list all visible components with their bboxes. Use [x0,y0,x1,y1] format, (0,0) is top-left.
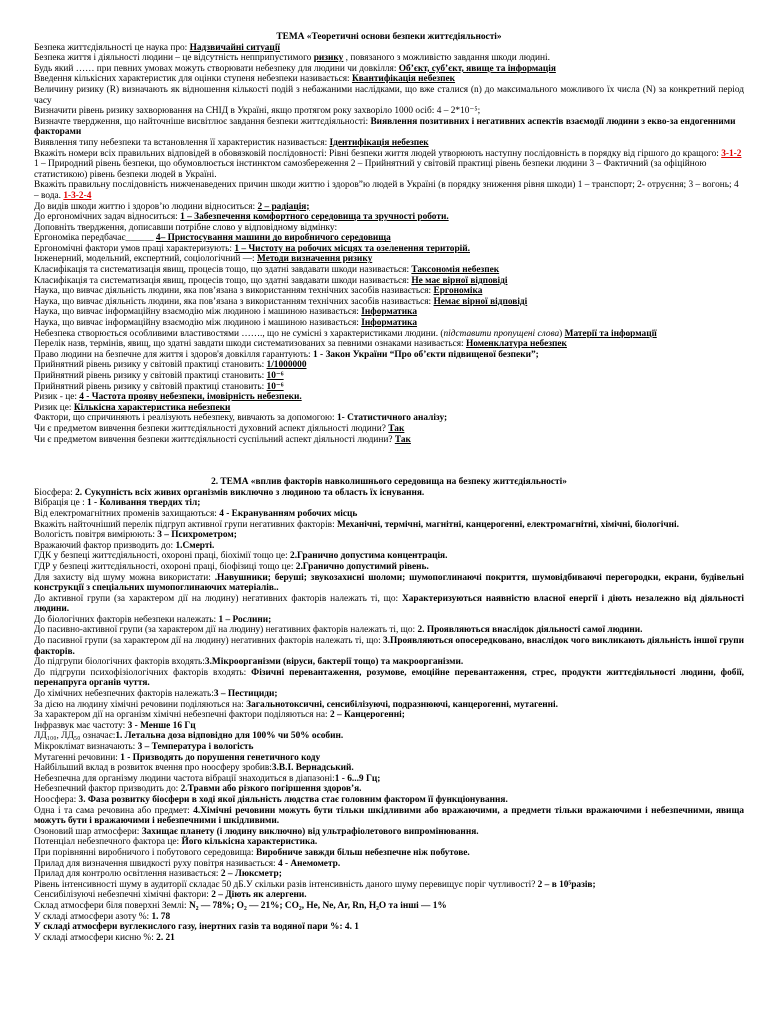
qa-line [34,53,744,64]
answer-text: 1. Летальна доза відповідно для 100% чи 50% особин. [115,731,344,742]
question-text: Для захисту від шуму можна використати: [34,572,215,583]
answer-text: 3.Мікроорганізми (віруси, бактерії тощо) та макроорганізми. [204,657,464,668]
answer-text: 4 - Екрануванням робочих місць [219,508,358,519]
qa-line [34,329,744,340]
question-text: До хімічних небезпечних факторів належать: [34,689,214,700]
answer-text: 1 - 6...9 Гц; [334,773,381,784]
answer-text: Так [394,434,411,445]
qa-line [34,498,744,509]
qa-line [34,922,744,933]
answer-text: 1 – Забезпечення комфортного середовища та зручності роботи. [180,212,449,223]
answer-text: N₂ — 78%; O₂ — 21%; CO₂, He, Ne, Ar, Rn, H₂O та інші — 1% [188,900,447,911]
question-text: Біосфера: [34,487,76,498]
qa-line [34,625,744,636]
question-text: Одна і та сама речовина або предмет: [34,805,194,816]
question-text: При порівнянні виробничого і побутового середовища: [34,847,256,858]
question-text: Небезпечний фактор призводить до: [34,784,181,795]
question-text: Перелік назв, термінів, явищ, що здатні завдати шкоди систематизованих за певними ознаками називається: [34,339,466,350]
qa-line [34,753,744,764]
answer-text: Фізичні перевантаження, розумове, емоційне перевантаження, стрес, продукти життєдіяльності людини, фобії, перенапруга органів чуття. [34,667,745,689]
qa-line [34,276,744,287]
qa-line [34,307,744,318]
question-text: ГДР у безпеці життєдіяльності, охороні праці, біофізиці тощо це: [34,561,296,572]
qa-line [34,912,744,923]
question-text: Інженерний, модельний, експертний, соціологічний —: [34,254,257,265]
question-text: До біологічних факторів небезпеки належать: [34,614,219,625]
answer-text: 10⁻⁶ [266,371,284,381]
qa-line [34,138,744,149]
qa-line [34,700,744,711]
qa-line [34,742,744,753]
answer-text: 4.Хімічні речовини можуть бути тільки шкідливими або вражаючими, а предмети тільки вражаючими і небезпечними, явища можуть бути і вражаючими і небезпечними і шкідливими. [34,805,744,827]
question-text: Вібрація це : [34,498,88,509]
question-text: Виявлення типу небезпеки та встановлення її характеристик називається: [34,137,330,148]
answer-text: Номенклатура небезпек [465,339,567,350]
question-text: Безпека життєдіяльності це наука про: [34,42,190,53]
question-text: Вкажіть правильну послідовність нижченаведених причин шкоди життю і здоров”ю людей в Україні (в порядку зниження рівня шкоди) 1 – транспорт; 2- отруєння; 3 – вогонь; 4 – вода. [34,180,739,201]
answer-text: Ергономіка [433,286,483,297]
qa-line [34,106,744,117]
qa-line [34,43,744,54]
question-text: Ноосфера: [34,794,79,805]
qa-line [34,721,744,732]
answer-text: 1- Статистичного аналізу; [336,413,448,424]
qa-line [34,880,744,891]
answer-text: 2 – Діють як алергени. [211,890,307,901]
qa-line [34,64,744,75]
question-text: Потенціал небезпечного фактора це: [34,837,182,848]
answer-text: .Навушники; беруші; звукозахисні шоломи; шумопоглинаючі покриття, шумовідбиваючі перегородки, екрани, будівельні конструкції з спеціальних шумопоглинаючих матеріалів.. [34,572,744,594]
question-text: Від електромагнітних променів захищаються: [34,508,220,519]
qa-line [34,859,744,870]
answer-text: 2 – Люксметр; [220,869,282,880]
answer-text: 4– Пристосування машини до виробничого середовища [155,233,391,244]
answer-text: 1.Смерті. [175,540,215,551]
answer-text: 10⁻⁶ [266,381,284,392]
qa-line [34,837,744,848]
qa-line [34,488,744,499]
answer-text: Виробниче завжди більш небезпечне ніж побутове. [255,847,470,858]
question-text: Ергономіка передбачає______ [34,233,156,244]
question-text: За характером дії на організм хімічні небезпечні фактори поділяються на: [34,710,330,721]
qa-line [34,615,744,626]
qa-line [34,668,744,689]
answer-text: 1 - Коливання твердих тіл; [87,498,201,509]
question-text: Класифікація та систематизація явищ, процесів тощо, що здатні завдавати шкоди називається: [34,265,412,276]
qa-line [34,784,744,795]
question-text: Безпека життя і діяльності людини – це відсутність непприпустимого [34,53,314,64]
answer-text: Виявлення позитивних і негативних аспектів взаємодії людини з екво-за ендогенними факторами [34,116,736,138]
question-text: Чи є предметом вивчення безпеки життєдіяльності суспільний аспект діяльності людини? [34,434,395,445]
answer-text: Так [388,423,405,434]
document-page [34,32,744,943]
answer-text: Матерії та інформації [564,328,657,339]
question-text: До підгрупи психофізіологічних факторів входять: [34,667,252,678]
answer-text: 3.В.І. Вернадський. [271,763,354,774]
question-text: Наука, що вивчає інформаційну взаємодію між людиною і машиною називається: [34,307,362,318]
question-text: Ергономічні фактори умов праці характеризують: [34,243,235,254]
question-text: Фактори, що спричиняють і реалізують небезпеку, вивчають за допомогою: [34,413,337,424]
qa-line [34,520,744,531]
qa-line [34,212,744,223]
question-text: Ризик - це: [34,392,80,403]
question-text: Вологість повітря вимірюють: [34,530,158,541]
question-text: За дією на людину хімічні речовини поділяються на: [34,699,247,710]
qa-line [34,710,744,721]
question-text: Наука, що вивчає діяльність людини, яка пов’язана з використанням технічних засобів називається: [34,286,434,297]
section-2-body [34,488,744,944]
answer-text: 1 – Чистоту на робочих місцях та озеленення територій. [234,243,470,254]
question-text: Сенсибілізуючі небезпечні хімічні фактори: [34,890,212,901]
qa-line [34,435,744,446]
answer-text: Таксономія небезпек [411,265,500,276]
question-text: Мікроклімат визначають: [34,742,138,752]
answer-text: 3 – Температура і вологість [137,742,254,752]
answer-text: 1-3-2-4 [63,190,92,201]
question-text: Небезпечна для організму людини частота вібрації знаходиться в діапазоні: [34,773,335,784]
trailing-text: 1 – Природний рівень безпеки, що обумовлюється інстинктом самозбереження 2 – Прийнятний у світовій практиці рівень безпеки людини 3 – Фактичний (за офіційною статистикою) рівень безпеки людей в Україні. [34,159,707,180]
qa-line [34,551,744,562]
question-text: До видів шкоди життю і здоров’ю людини відноситься: [34,201,258,212]
hint-text: підставити пропущені слова [443,328,560,339]
qa-line [34,795,744,806]
answer-text: Захищає планету (і людину виключно) від ультрафіолетового випромінювання. [141,826,479,837]
answer-text: У складі атмосфери вуглекислого газу, інертних газів та водяної пари %: 4. 1 [34,922,359,933]
answer-text: 2. 21 [156,932,175,943]
answer-text: 3 – Психрометром; [157,530,237,541]
question-text: Чи є предметом вивчення безпеки життєдіяльності духовний аспект діяльності людини? [34,423,389,434]
question-text: Мутагенні речовини: [34,752,121,763]
question-text: Рівень інтенсивності шуму в аудиторії складає 50 дБ.У скільки разів інтенсивність даного шуму перевищує поріг чутливості? [34,879,538,890]
question-text: Визначте твердження, що найточніше висвітлює завдання безпеки життєдіяльності: [34,116,371,127]
answer-text: Надзвичайні ситуації [189,42,281,53]
question-text: Інфразвук має частоту: [34,720,128,731]
qa-line [34,689,744,700]
qa-line [34,509,744,520]
answer-text: 2.Гранично допустима концентрація. [290,551,448,562]
question-text: Ризик це: [34,402,74,413]
question-text: Величину ризику (R) визначають як відношення кількості подій з небажаними наслідками, що вже сталися (n) до максимального можливого їх числа (N) за конкретний період часу [34,84,744,106]
question-text: Право людини на безпечне для життя і здоров'я довкілля гарантують: [34,349,313,360]
answer-text: 1 - Призводять до порушення генетичного коду [120,752,321,763]
qa-line [34,573,744,594]
answer-text: Не має вірної відповіді [411,275,508,286]
qa-line [34,318,744,329]
question-text: Доповніть твердження, дописавши потрібне слово у відповідному відмінку: [34,222,338,233]
qa-line [34,297,744,308]
answer-text: 2.Травми або різкого погіршення здоров’я. [180,784,362,795]
answer-text: 1 - Закон України “Про об’єкти підвищеної безпеки”; [312,349,539,360]
answer-text: 3. Фаза розвитку біосфери в ході якої діяльність людства стає головним фактором її функціонування. [78,794,508,805]
qa-line [34,731,744,742]
question-text: Прийнятний рівень ризику у світовій практиці становить: [34,381,267,392]
question-text: Вкажіть найточніший перелік підгруп активної групи негативних факторів: [34,519,338,530]
qa-line [34,774,744,785]
qa-line [34,392,744,403]
section-2-title: 2. ТЕМА «вплив факторів навколишнього середовища на безпеку життєдіяльності» [211,477,567,488]
qa-line [34,339,744,350]
answer-text: 4 - Анемометр. [277,858,341,869]
question-text: У складі атмосфери кисню %: [34,932,157,943]
question-text: Будь який …… при певних умовах можуть створювати небезпеку для людини чи довкілля: [34,63,399,74]
question-text: До ергономічних задач відноситься: [34,212,181,223]
question-text: Введення кількісних характеристик для оцінки ступеня небезпеки називається: [34,74,352,85]
qa-line [34,180,744,201]
question-text: Класифікація та систематизація явищ, процесів тощо, що здатні завдавати шкоди називається: [34,275,412,286]
qa-line [34,827,744,838]
qa-line [34,413,744,424]
qa-line [34,360,744,371]
answer-text: 2. Проявляються внаслідок діяльності самої людини. [417,625,643,636]
answer-text: 3 – Пестициди; [213,689,278,700]
qa-line [34,286,744,297]
qa-line [34,74,744,85]
answer-text: 1/1000000 [266,360,307,371]
qa-line [34,202,744,213]
question-text: До пасивної групи (за характером дії на людину) негативних факторів належать ті, що: [34,636,384,647]
answer-text: Загальнотоксичні, сенсибілізуючі, подразнюючі, канцерогенні, мутагенні. [246,699,558,710]
qa-line [34,85,744,106]
answer-text: Інформатика [361,318,418,329]
section-1-body [34,43,744,446]
question-text: До підгрупи біологічних факторів входять: [34,657,205,668]
question-text: Вкажіть номери всіх правильних відповідей в обовязковій послідовності: Рівні безпеки життя людей утворюють наступну послідовність в порядку від гіршого до кращого: [34,148,722,159]
answer-text: Квантифікація небезпек [351,74,456,85]
answer-text: Немає вірної відповіді [433,296,528,307]
question-text: ЛД₁₀₀, ЛД₅₀ означає: [34,731,116,742]
answer-text: 2 – радіація; [257,201,310,212]
qa-line [34,594,744,615]
question-text: Склад атмосфери біля поверхні Землі: [34,900,189,911]
qa-line [34,763,744,774]
question-text: Прилад для визначення швидкості руху повітря називається: [34,858,278,869]
qa-line [34,223,744,234]
qa-line [34,636,744,657]
qa-line [34,117,744,138]
answer-text: Його кількісна характеристика. [181,837,318,848]
question-text: У складі атмосфери азоту %: [34,911,152,922]
qa-line [34,424,744,435]
question-text: Озоновий шар атмосфери: [34,826,142,837]
qa-line [34,562,744,573]
question-text: До пасивно-активної групи (за характером дії на людину) негативних факторів належать ті, що: [34,625,418,636]
answer-text: 4 - Частота прояву небезпеки, імовірність небезпеки. [79,392,302,403]
answer-text: Об’єкт, суб’єкт, явище та інформація [398,63,556,74]
answer-text: Механічні, термічні, магнітні, канцерогенні, електромагнітні, хімічні, біологічні. [337,519,679,530]
qa-line [34,244,744,255]
answer-text: Кількісна характеристика небезпеки [73,402,231,413]
answer-text: Методи визначення ризику [257,254,373,265]
question-text: ГДК у безпеці життєдіяльності, охороні праці, біохімії тощо це: [34,551,291,562]
question-text: Прилад для контролю освітлення називається: [34,869,221,880]
qa-line [34,371,744,382]
qa-line [34,350,744,361]
qa-line [34,657,744,668]
section-1-title: ТЕМА «Теоретичні основи безпеки життєдіяльності» [276,32,502,42]
qa-line [34,265,744,276]
qa-line [34,806,744,827]
qa-line [34,149,744,181]
answer-text: ризику [313,53,344,64]
answer-text: 2.Гранично допустимий рівень. [295,561,429,572]
qa-line [34,890,744,901]
qa-line [34,848,744,859]
answer-text: 1 – Рослини; [218,614,272,625]
answer-text: Ідентифікація небезпек [329,137,429,148]
question-text: Небезпека створюється особливими властивостями ……., що не сумісні з характеристиками людини. ( [34,328,444,339]
answer-text: 2. Сукупність всіх живих організмів виключно з людиною та область їх існування. [75,487,425,498]
question-text: Найбільший вклад в розвиток вчення про ноосферу зробив: [34,763,272,774]
qa-line [34,382,744,393]
question-text: Наука, що вивчає інформаційну взаємодію між людиною і машиною називається: [34,318,362,329]
qa-line [34,901,744,912]
qa-line [34,403,744,414]
answer-text: Інформатика [361,307,418,318]
answer-text: 2 – в 10⁵разів; [537,879,596,890]
qa-line [34,541,744,552]
question-text: Визначити рівень ризику захворювання на СНІД в Україні, якщо протягом року захворіло 1000 осіб: 4 – 2*10⁻⁵; [34,106,481,117]
question-text: До активної групи (за характером дії на людину) негативних факторів належать ті, що: [34,593,403,604]
answer-text: 3-1-2 [721,148,742,159]
answer-text: Характеризуються наявністю власної енергії і діють незалежно від діяльності людини. [34,593,744,615]
question-text: Прийнятний рівень ризику у світовій практиці становить: [34,360,267,371]
qa-line [34,254,744,265]
qa-line [34,933,744,944]
trailing-text: , повязаного з можливістю завдання шкоди людині. [343,53,550,64]
question-text: Прийнятний рівень ризику у світовій практиці становить: [34,371,267,381]
answer-text: 1. 78 [151,911,171,922]
qa-line [34,530,744,541]
answer-text: 3.Проявляються опосередковано, внаслідок чого викликають діяльність іншої групи факторів. [34,636,744,657]
question-text: ) [559,328,565,339]
question-text: Вражаючий фактор призводить до: [34,540,176,551]
question-text: Наука, що вивчає діяльність людини, яка пов’язана з використанням технічних засобів називається: [34,296,434,307]
answer-text: 3 - Менше 16 Гц [127,720,196,731]
answer-text: 2 – Канцерогенні; [329,710,405,721]
qa-line [34,869,744,880]
qa-line [34,233,744,244]
